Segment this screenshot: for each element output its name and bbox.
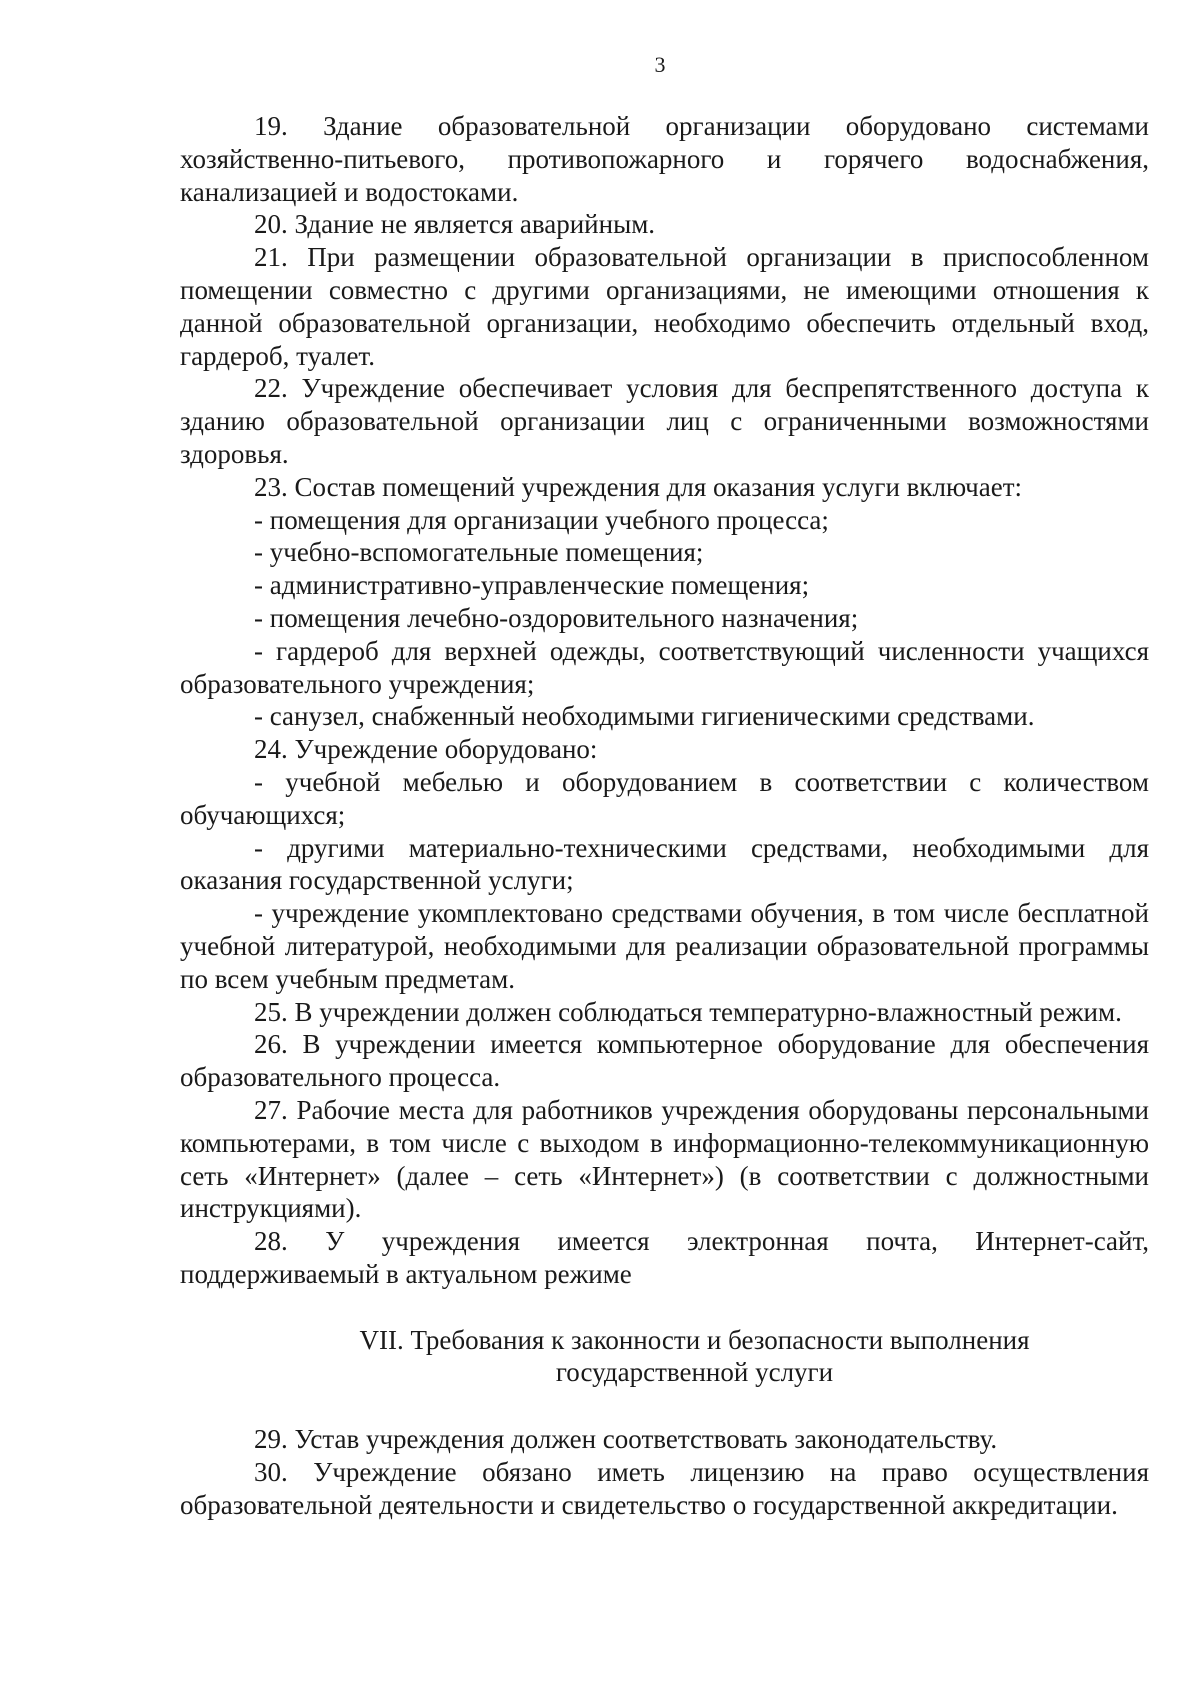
list-item: - другими материально-техническими средствами, необходимыми для оказания государственной услуги;: [180, 832, 1149, 896]
paragraph-24: 24. Учреждение оборудовано:: [254, 734, 598, 765]
list-item: - учебно-вспомогательные помещения;: [254, 537, 704, 568]
list-item: - гардероб для верхней одежды, соответствующий численности учащихся образовательного учреждения;: [180, 635, 1149, 699]
list-item: - санузел, снабженный необходимыми гигиеническими средствами.: [254, 701, 1035, 732]
paragraph-28: 28. У учреждения имеется электронная почта, Интернет-сайт, поддерживаемый в актуальном режиме: [180, 1226, 1149, 1289]
paragraph-29: 29. Устав учреждения должен соответствовать законодательству.: [254, 1424, 998, 1455]
section-heading-line-1: VII. Требования к законности и безопасности выполнения: [359, 1324, 1030, 1355]
section-heading-line-2: государственной услуги: [555, 1357, 834, 1388]
list-item: - учебной мебелью и оборудованием в соответствии с количеством обучающихся;: [180, 766, 1149, 830]
paragraph-21: 21. При размещении образовательной организации в приспособленном помещении совместно с другими организациями, не имеющими отношения к данной образовательной организации, необходимо обеспечить отдельный вход, гардероб, туалет.: [180, 242, 1149, 371]
section-heading: [180, 1324, 1149, 1390]
paragraph-22: 22. Учреждение обеспечивает условия для беспрепятственного доступа к зданию образовательной организации лиц с ограниченными возможностями здоровья.: [180, 373, 1149, 469]
list-item: - учреждение укомплектовано средствами обучения, в том числе бесплатной учебной литературой, необходимыми для реализации образовательной программы по всем учебным предметам.: [180, 898, 1149, 994]
list-item: - административно-управленческие помещения;: [254, 570, 810, 601]
paragraph-25: 25. В учреждении должен соблюдаться температурно-влажностный режим.: [254, 996, 1122, 1027]
paragraph-27: 27. Рабочие места для работников учреждения оборудованы персональными компьютерами, в том числе с выходом в информационно-телекоммуникационную сеть «Интернет» (далее – сеть «Интернет») (в соответствии с должностными инструкциями).: [180, 1094, 1149, 1224]
paragraph-30: 30. Учреждение обязано иметь лицензию на право осуществления образовательной деятельности и свидетельство о государственной аккредитации.: [180, 1457, 1149, 1520]
paragraph-26: 26. В учреждении имеется компьютерное оборудование для обеспечения образовательного процесса.: [180, 1029, 1149, 1093]
page-number: 3: [654, 52, 666, 77]
document-body: [180, 110, 1149, 1522]
paragraph-20: 20. Здание не является аварийным.: [254, 209, 656, 240]
paragraph-19: 19. Здание образовательной организации оборудовано системами хозяйственно-питьевого, противопожарного и горячего водоснабжения, канализацией и водостоками.: [180, 111, 1149, 207]
paragraph-23: 23. Состав помещений учреждения для оказания услуги включает:: [254, 471, 1023, 502]
list-item: - помещения лечебно-оздоровительного назначения;: [254, 602, 859, 633]
list-item: - помещения для организации учебного процесса;: [254, 504, 829, 535]
